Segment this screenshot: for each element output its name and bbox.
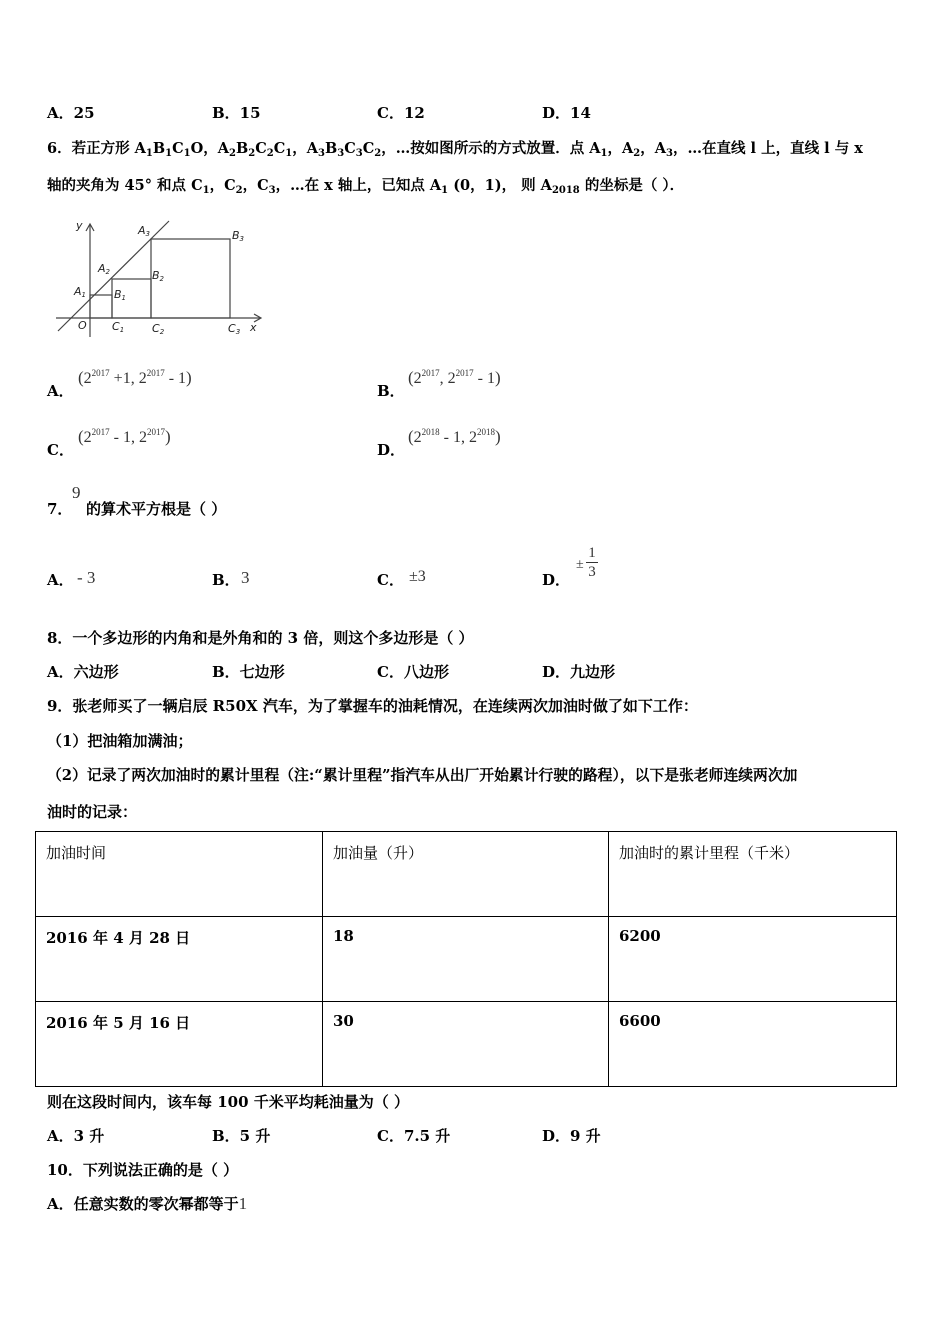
q9-question: 则在这段时间内，该车每 100 千米平均耗油量为（ ） [47,1093,409,1111]
q7-number: 7． [47,500,73,518]
q10-text: 10．下列说法正确的是（ ） [47,1161,239,1179]
table-row [36,1002,897,1087]
q6-option-b-label: B． [377,382,405,400]
origin-label: O [78,319,87,332]
point-B3: B3 [232,229,245,243]
table-cell: 30 [323,1002,609,1087]
point-C1: C1 [112,320,125,334]
point-A3: A3 [138,224,150,238]
fuel-record-table [35,831,897,1087]
table-cell: 2016 年 5 月 16 日 [36,1002,323,1087]
point-B2: B2 [152,269,165,283]
q9-step1: （1）把油箱加满油； [47,732,193,750]
table-cell: 6600 [609,1002,897,1087]
y-axis-label: y [76,219,83,232]
q6-option-a-value: ($2^{2017} +1$, $2^{2017} - 1$) [78,368,192,387]
table-cell: 2016 年 4 月 28 日 [36,917,323,1002]
q7-option-d-fraction [586,544,598,581]
q8-text: 8．一个多边形的内角和是外角和的 3 倍，则这个多边形是（ ） [47,629,474,647]
q5-option-c: C．12 [377,104,425,122]
x-axis-label: x [250,321,257,334]
q6-option-d-label: D． [377,441,406,459]
q6-option-d-value: ($2^{2018} - 1$, $2^{2018}$) [408,427,501,446]
q6-text-line1: 6．若正方形 $A_1B_1C_1O$，$A_2B_2C_2C_1$，$A_3B_3C_3C_2$，…按如图所示的方式放置．点 $A_1$，$A_2$，$A_3$，…在直线 l 上，直线 l 与 x [47,140,863,159]
q8-option-b: B．七边形 [212,663,285,681]
table-row [36,917,897,1002]
q6-squares-figure [52,215,267,340]
q7-option-a-value: - 3 [77,568,96,587]
q10-option-a [47,1193,247,1214]
q5-option-d: D．14 [542,104,591,122]
q6-option-c-label: C． [47,441,74,459]
fraction-denominator: 3 [588,564,596,580]
q6-option-a-label: A． [47,382,74,400]
table-header-cell: 加油量（升） [323,832,609,917]
q9-option-d: D．9 升 [542,1127,601,1145]
q6-text-line2: 轴的夹角为 45° 和点 $C_1$，$C_2$，$C_3$，…在 x 轴上，已知点 $A_1$ (0，1)， 则 $A_{2018}$ 的坐标是（ ）． [47,177,685,196]
q9-option-c: C．7.5 升 [377,1127,451,1145]
point-A2: A2 [98,262,110,276]
q9-text: 9．张老师买了一辆启辰 R50X 汽车，为了掌握车的油耗情况，在连续两次加油时做了如下工作： [47,697,698,715]
q10-option-a-value: 1 [238,1194,248,1213]
q5-option-b: B．15 [212,104,261,122]
q7-option-b-value: 3 [241,568,250,587]
q7-option-d-pm: ± [576,557,584,572]
q6-option-b-value: ($2^{2017}$, $2^{2017} - 1$) [408,368,501,387]
q5-option-a: A．25 [47,104,95,122]
q6-option-c-value: ($2^{2017} - 1$, $2^{2017}$) [78,427,171,446]
point-C3: C3 [228,322,241,336]
q7-text: 的算术平方根是（ ） [86,500,227,518]
table-header-row [36,832,897,917]
q7-option-c-value: ±3 [409,568,426,585]
point-C2: C2 [152,322,165,336]
q7-option-d-label: D． [542,571,571,589]
q10-option-a-label: A．任意实数的零次幂都等于 [47,1195,239,1213]
q9-option-b: B．5 升 [212,1127,271,1145]
point-B1: B1 [114,288,127,302]
square-1 [90,295,112,318]
q9-option-a: A．3 升 [47,1127,105,1145]
table-header-cell: 加油时的累计里程（千米） [609,832,897,917]
table-header-cell: 加油时间 [36,832,323,917]
q8-option-a: A．六边形 [47,663,119,681]
q7-sqrt-arg: 9 [72,483,81,502]
q9-step2-line2: 油时的记录： [47,803,138,821]
q7-option-c-label: C． [377,571,404,589]
point-A1: A1 [74,285,86,299]
q8-option-c: C．八边形 [377,663,449,681]
q7-option-b-label: B． [212,571,240,589]
fraction-numerator: 1 [588,545,596,561]
table-cell: 6200 [609,917,897,1002]
table-cell: 18 [323,917,609,1002]
q8-option-d: D．九边形 [542,663,616,681]
q7-option-a-label: A． [47,571,74,589]
q9-step2-line1: （2）记录了两次加油时的累计里程（注:“累计里程”指汽车从出厂开始累计行驶的路程），以下是张老师连续两次加 [47,767,798,784]
